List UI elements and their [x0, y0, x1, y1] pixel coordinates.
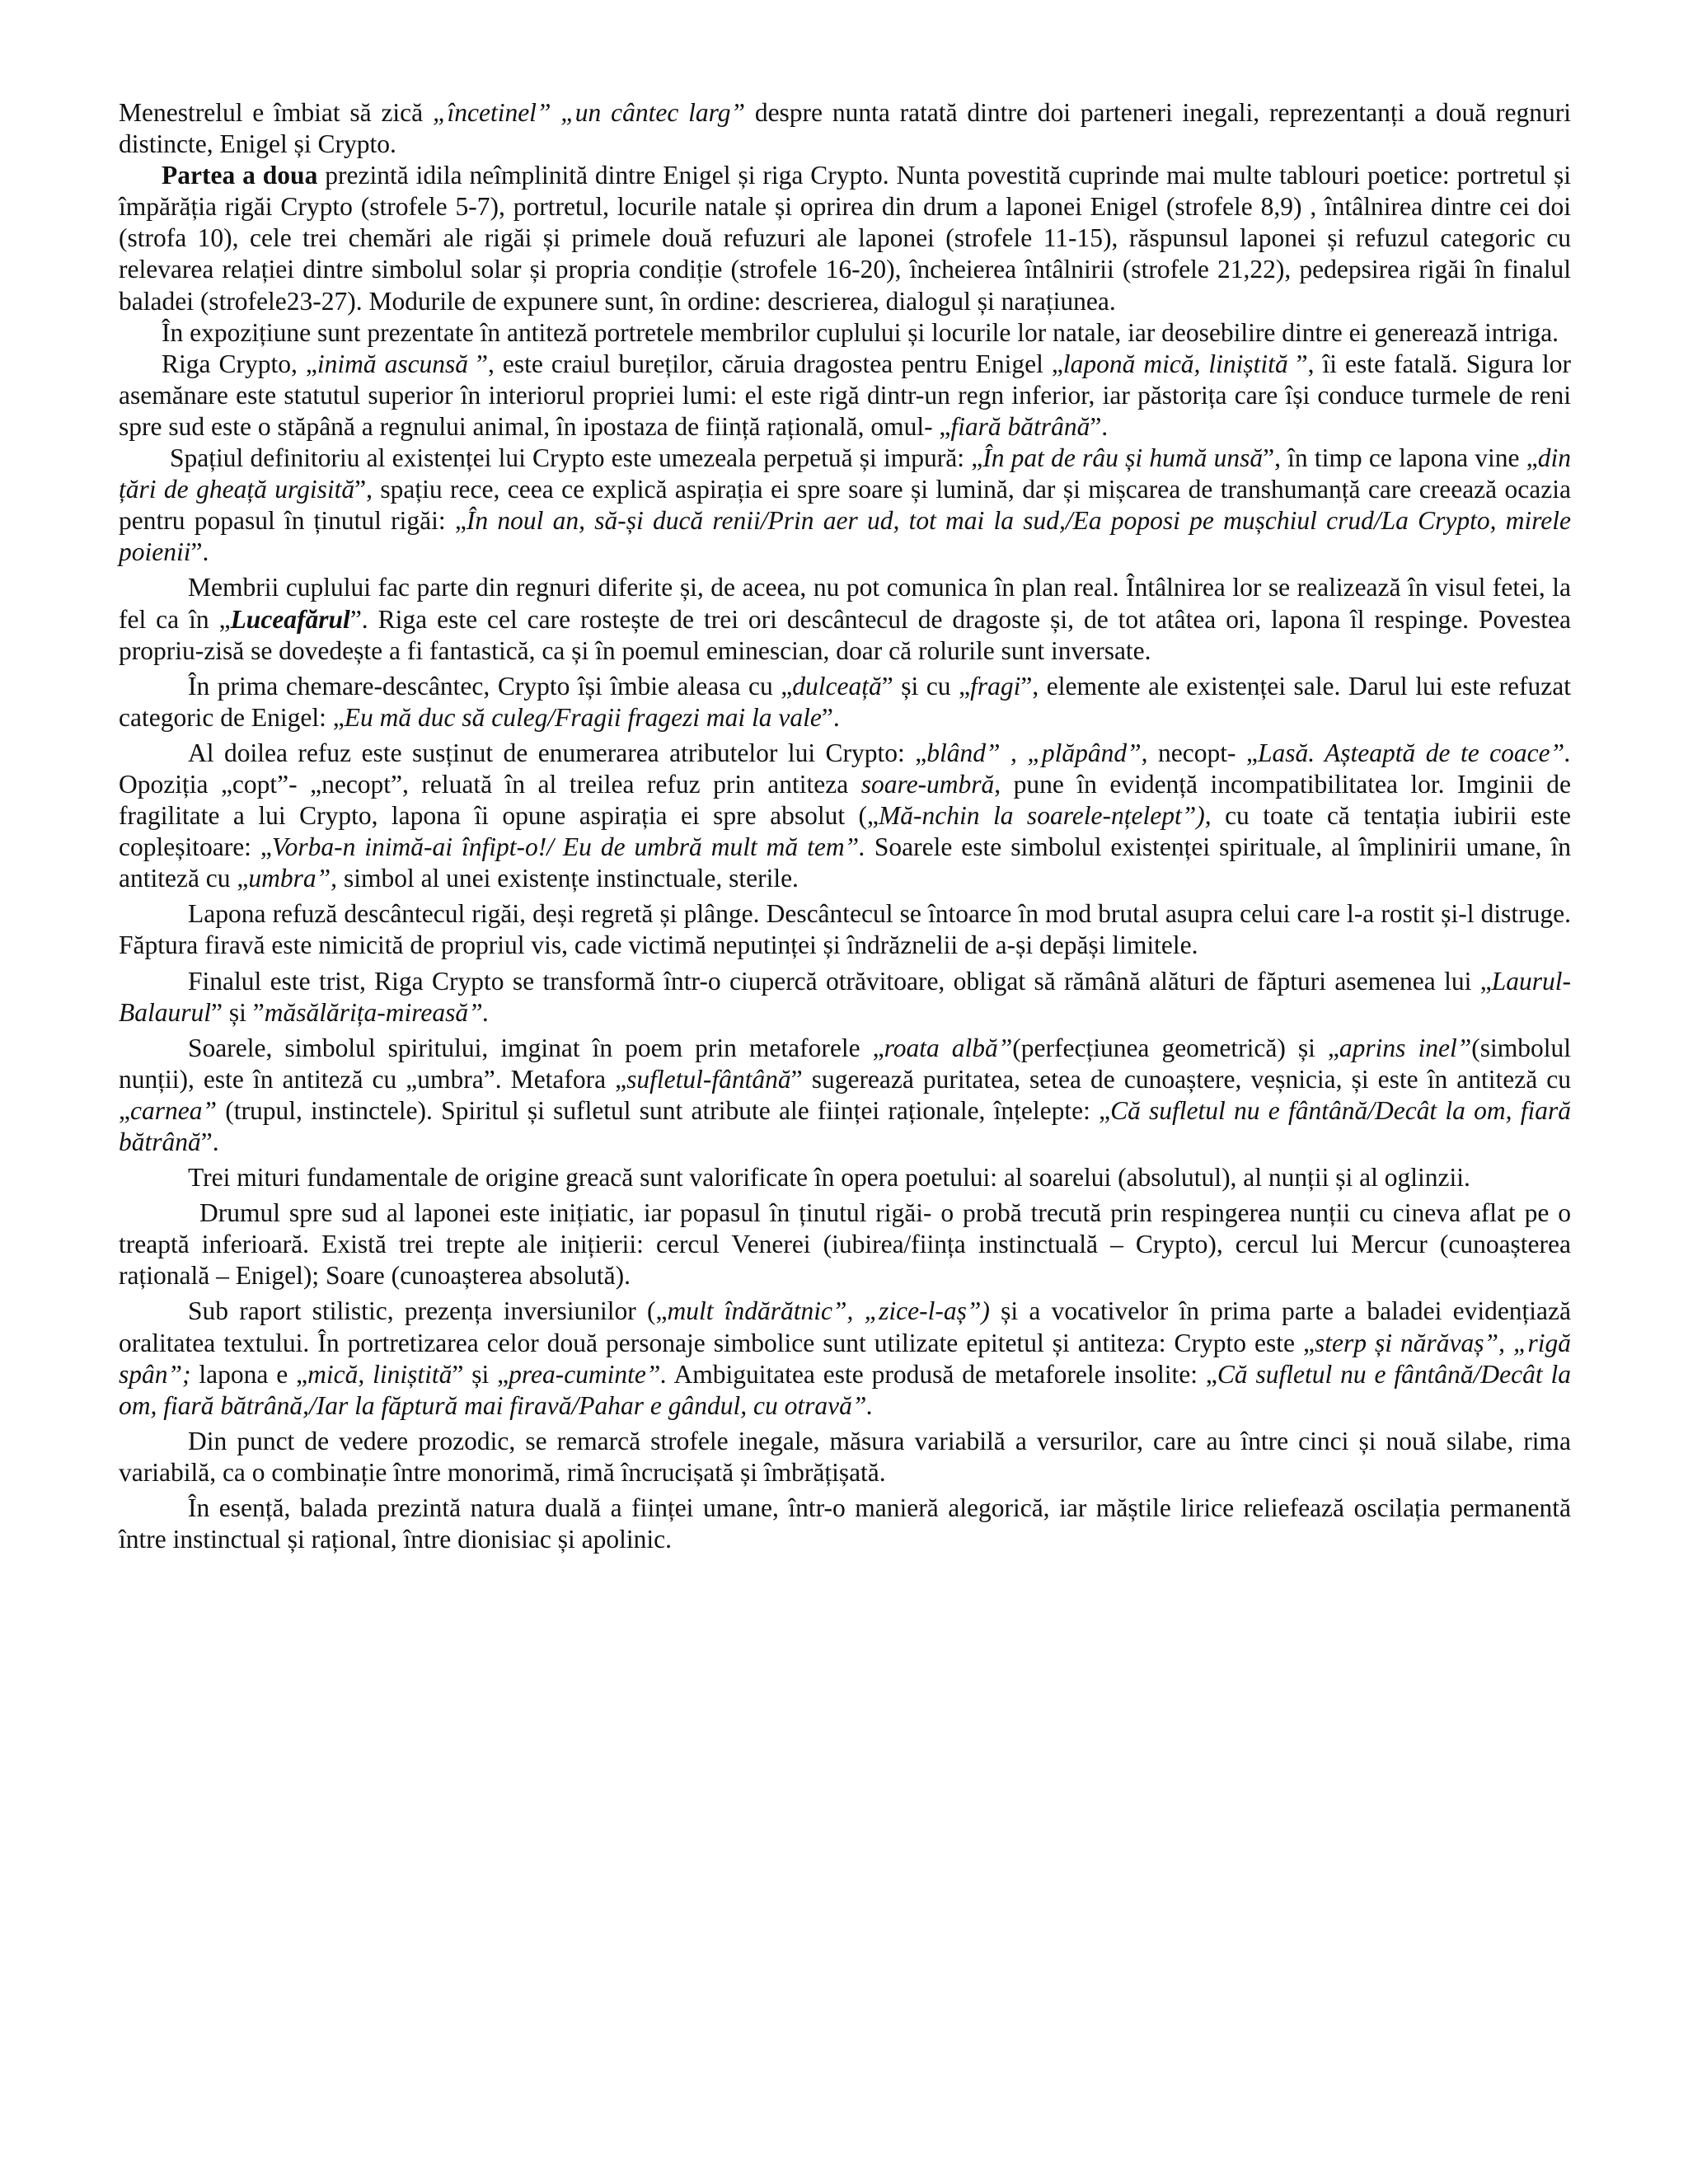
- emphasized-text: inimă ascunsă: [316, 349, 469, 378]
- text-run: și a vocativelor în prima parte a baladei evidențiază oralitatea textului. În portretizarea celor două personaje simbolice sunt utilizate epitetul și antiteza: Crypto este „: [119, 1296, 1571, 1357]
- text-run: ”. Riga este cel care rostește de trei ori descântecul de dragoste și, de tot atâtea ori, lapona îl respinge. Povestea propriu-zisă se dovedește a fi fantastică, ca și în poemul eminescian, doar că rolurile sunt inversate.: [119, 604, 1571, 665]
- text-run: ”, este craiul bureților, căruia dragostea pentru Enigel „: [468, 349, 1063, 378]
- text-run: Opoziția „copt”- „necopt”, reluată în al treilea refuz prin antiteza: [119, 769, 861, 799]
- text-run: Drumul spre sud al laponei este inițiatic, iar popasul în ținutul rigăi- o probă trecută prin respingerea nunții cu cineva aflat pe o treaptă inferioară. Există trei trepte ale inițierii: cercul Venerei (iubirea/ființa instinctuală – Crypto), cercul lui Mercur (cunoașterea rațională – Enigel); Soare (cunoașterea absolută).: [119, 1198, 1571, 1291]
- text-run: Finalul este trist, Riga Crypto se transformă într-o ciupercă otrăvitoare, obligat să rămână alături de făpturi asemenea lui „: [188, 966, 1492, 996]
- emphasized-text: Vorba-n inimă-ai înfipt-o!/ Eu de umbră mult mă tem”.: [271, 832, 865, 862]
- text-run: ”, în timp ce lapona vine „: [1263, 443, 1538, 473]
- paragraph: [119, 1162, 1571, 1193]
- text-run: despre nunta ratată dintre doi parteneri inegali, reprezentanți a două regnuri distincte, Enigel și Crypto.: [119, 98, 1571, 159]
- emphasized-text: laponă mică, liniștită: [1062, 349, 1288, 378]
- paragraph: [119, 443, 1571, 568]
- text-run: ” și ”: [211, 997, 265, 1027]
- text-run: ” și „: [452, 1359, 509, 1389]
- emphasized-text: din țări de gheață urgisită: [119, 443, 1571, 504]
- paragraph: [119, 898, 1571, 961]
- text-run: simbol al unei existențe instinctuale, sterile.: [337, 864, 799, 893]
- paragraph: [119, 738, 1571, 894]
- emphasized-text: Partea a doua: [162, 161, 318, 190]
- emphasized-text: Luceafărul: [230, 604, 350, 634]
- paragraph: [119, 97, 1571, 160]
- emphasized-text: carnea”: [129, 1095, 217, 1125]
- text-run: Ambiguitatea este produsă de metaforele insolite: „: [667, 1359, 1217, 1389]
- emphasized-text: dulceață: [792, 671, 882, 701]
- text-run: necopt- „: [1147, 738, 1258, 767]
- emphasized-text: aprins inel”: [1339, 1033, 1472, 1062]
- text-run: Din punct de vedere prozodic, se remarcă strofele inegale, măsura variabilă a versurilor, care au între cinci și nouă silabe, rima variabilă, ca o combinație între monorimă, rimă încrucișată și îmbrățișată.: [119, 1426, 1571, 1487]
- emphasized-text: Mă-nchin la soarele-nțelept”),: [879, 801, 1212, 831]
- text-run: ”.: [190, 537, 209, 567]
- paragraph: [119, 1493, 1571, 1555]
- text-run: ”.: [200, 1127, 219, 1156]
- emphasized-text: sufletul-fântână: [626, 1064, 791, 1094]
- paragraph: [119, 160, 1571, 316]
- text-run: ”, îi este fatală. Sigura lor asemănare este statutul superior în interiorul propriei lumi: el este rigă dintr-un regn inferior, iar păstorița care își conduce turmele de reni spre sud este o stăpână a regnului animal, în ipostaza de ființă rațională, omul- „: [119, 349, 1571, 441]
- text-run: Trei mituri fundamentale de origine greacă sunt valorificate în opera poetului: al soarelui (absolutul), al nunții și al oglinzii.: [188, 1163, 1470, 1193]
- text-run: Lapona refuză descântecul rigăi, deși regretă și plânge. Descântecul se întoarce în mod brutal asupra celui care l-a rostit și-l distruge. Făptura firavă este nimicită de propriul vis, cade victimă neputinței și îndrăznelii de a-și depăși limitele.: [119, 899, 1571, 960]
- text-run: ”.: [1090, 411, 1109, 441]
- text-run: Menestrelul e îmbiat să zică: [119, 98, 433, 127]
- text-run: , pune în evidență incompatibilitatea lor. Imginii de fragilitate a lui Crypto, lapona îi opune aspirația ei spre absolut („: [119, 769, 1571, 831]
- emphasized-text: fiară bătrână: [950, 411, 1090, 441]
- text-run: ”, spațiu rece, ceea ce explică aspirația ei spre soare și lumină, dar și mișcarea de transhumanță care creează ocazia pentru popasul în ținutul rigăi: „: [119, 475, 1571, 536]
- text-run: (simbolul nunții), este în antiteză cu „umbra”. Metafora „: [119, 1033, 1571, 1094]
- emphasized-text: prea-cuminte”.: [509, 1359, 668, 1389]
- paragraph: [119, 966, 1571, 1029]
- paragraph: [119, 572, 1571, 666]
- paragraph: [119, 1197, 1571, 1291]
- emphasized-text: Laurul-Balaurul: [119, 966, 1571, 1027]
- emphasized-text: Că sufletul nu e fântână/Decât la om, fiară bătrână,/Iar la făptură mai firavă/Pahar e gândul, cu otravă”.: [119, 1359, 1571, 1420]
- emphasized-text: mică, liniștită: [307, 1359, 452, 1389]
- text-run: (trupul, instinctele). Spiritul și sufletul sunt atribute ale ființei raționale, înțelepte: „: [216, 1095, 1111, 1125]
- text-run: ”, elemente ale existenței sale. Darul lui este refuzat categoric de Enigel: „: [119, 671, 1571, 732]
- emphasized-text: mult îndărătnic”, „zice-l-aș”): [667, 1296, 990, 1326]
- text-run: ” sugerează puritatea, setea de cunoaștere, veșnicia, și este în antiteză cu „: [119, 1064, 1571, 1125]
- text-run: Soarele este simbolul existenței spirituale, al împlinirii umane, în antiteză cu „: [119, 832, 1571, 893]
- text-run: Membrii cuplului fac parte din regnuri diferite și, de aceea, nu pot comunica în plan real. Întâlnirea lor se realizează în visul fetei, la fel ca în „: [119, 573, 1571, 634]
- text-run: cu toate că tentația iubirii este copleșitoare: „: [119, 801, 1571, 862]
- emphasized-text: soare-umbră: [860, 769, 995, 799]
- emphasized-text: roata albă”: [884, 1033, 1013, 1062]
- paragraph: [119, 1033, 1571, 1158]
- document-body: [119, 97, 1571, 1555]
- emphasized-text: În pat de râu și humă unsă: [982, 443, 1264, 473]
- emphasized-text: fragi: [970, 671, 1021, 701]
- emphasized-text: În noul an, să-și ducă renii/Prin aer ud, tot mai la sud,/Ea poposi pe mușchiul crud/La Crypto, mirele poienii: [119, 506, 1571, 567]
- paragraph: [119, 671, 1571, 733]
- text-run: În esență, balada prezintă natura duală a ființei umane, într-o manieră alegorică, iar măștile lirice reliefează oscilația permanentă între instinctual și rațional, între dionisiac și apolinic.: [119, 1493, 1571, 1554]
- text-run: lapona e „: [190, 1359, 308, 1389]
- emphasized-text: blând” , „plăpând”,: [926, 738, 1148, 767]
- emphasized-text: Lasă. Așteaptă de te coace”.: [1257, 738, 1572, 767]
- emphasized-text: „încetinel” „un cântec larg”: [432, 98, 745, 127]
- emphasized-text: sterp și nărăvaș”, „rigă spân”;: [119, 1328, 1571, 1389]
- paragraph: [119, 317, 1571, 349]
- text-run: În expozițiune sunt prezentate în antiteză portretele membrilor cuplului și locurile lor natale, iar deosebilire dintre ei generează intriga.: [162, 317, 1559, 347]
- emphasized-text: Că sufletul nu e fântână/Decât la om, fiară bătrână: [119, 1095, 1571, 1156]
- text-run: Riga Crypto, „: [162, 349, 317, 378]
- emphasized-text: Eu mă duc să culeg/Fragii fragezi mai la vale: [344, 702, 822, 732]
- emphasized-text: umbra”,: [248, 864, 338, 893]
- text-run: (perfecțiunea geometrică) și „: [1012, 1033, 1339, 1062]
- text-run: ”.: [821, 702, 840, 732]
- text-run: ” și cu „: [881, 671, 971, 701]
- paragraph: [119, 1296, 1571, 1421]
- paragraph: [119, 1426, 1571, 1488]
- text-run: Spațiul definitoriu al existenței lui Crypto este umezeala perpetuă și impură: „: [170, 443, 983, 473]
- text-run: Al doilea refuz este susținut de enumerarea atributelor lui Crypto: „: [188, 738, 927, 767]
- text-run: prezintă idila neîmplinită dintre Enigel și riga Crypto. Nunta povestită cuprinde mai multe tablouri poetice: portretul și împărăția rigăi Crypto (strofele 5-7), portretul, locurile natale și oprirea din drum a laponei Enigel (strofele 8,9) , întâlnirea dintre cei doi (strofa 10), cele trei chemări ale rigăi și primele două refuzuri ale laponei (strofele 11-15), răspunsul laponei și refuzul categoric cu relevarea relației dintre simbolul solar și propria condiție (strofele 16-20), încheierea întâlnirii (strofele 21,22), pedepsirea rigăi în finalul baladei (strofele23-27). Modurile de expunere sunt, în ordine: descrierea, dialogul și narațiunea.: [119, 161, 1571, 316]
- text-run: Sub raport stilistic, prezența inversiunilor („: [188, 1296, 668, 1326]
- emphasized-text: măsălărița-mireasă”.: [264, 997, 490, 1027]
- text-run: În prima chemare-descântec, Crypto își îmbie aleasa cu „: [188, 671, 793, 701]
- text-run: Soarele, simbolul spiritului, imginat în poem prin metaforele „: [188, 1033, 884, 1062]
- paragraph: [119, 349, 1571, 443]
